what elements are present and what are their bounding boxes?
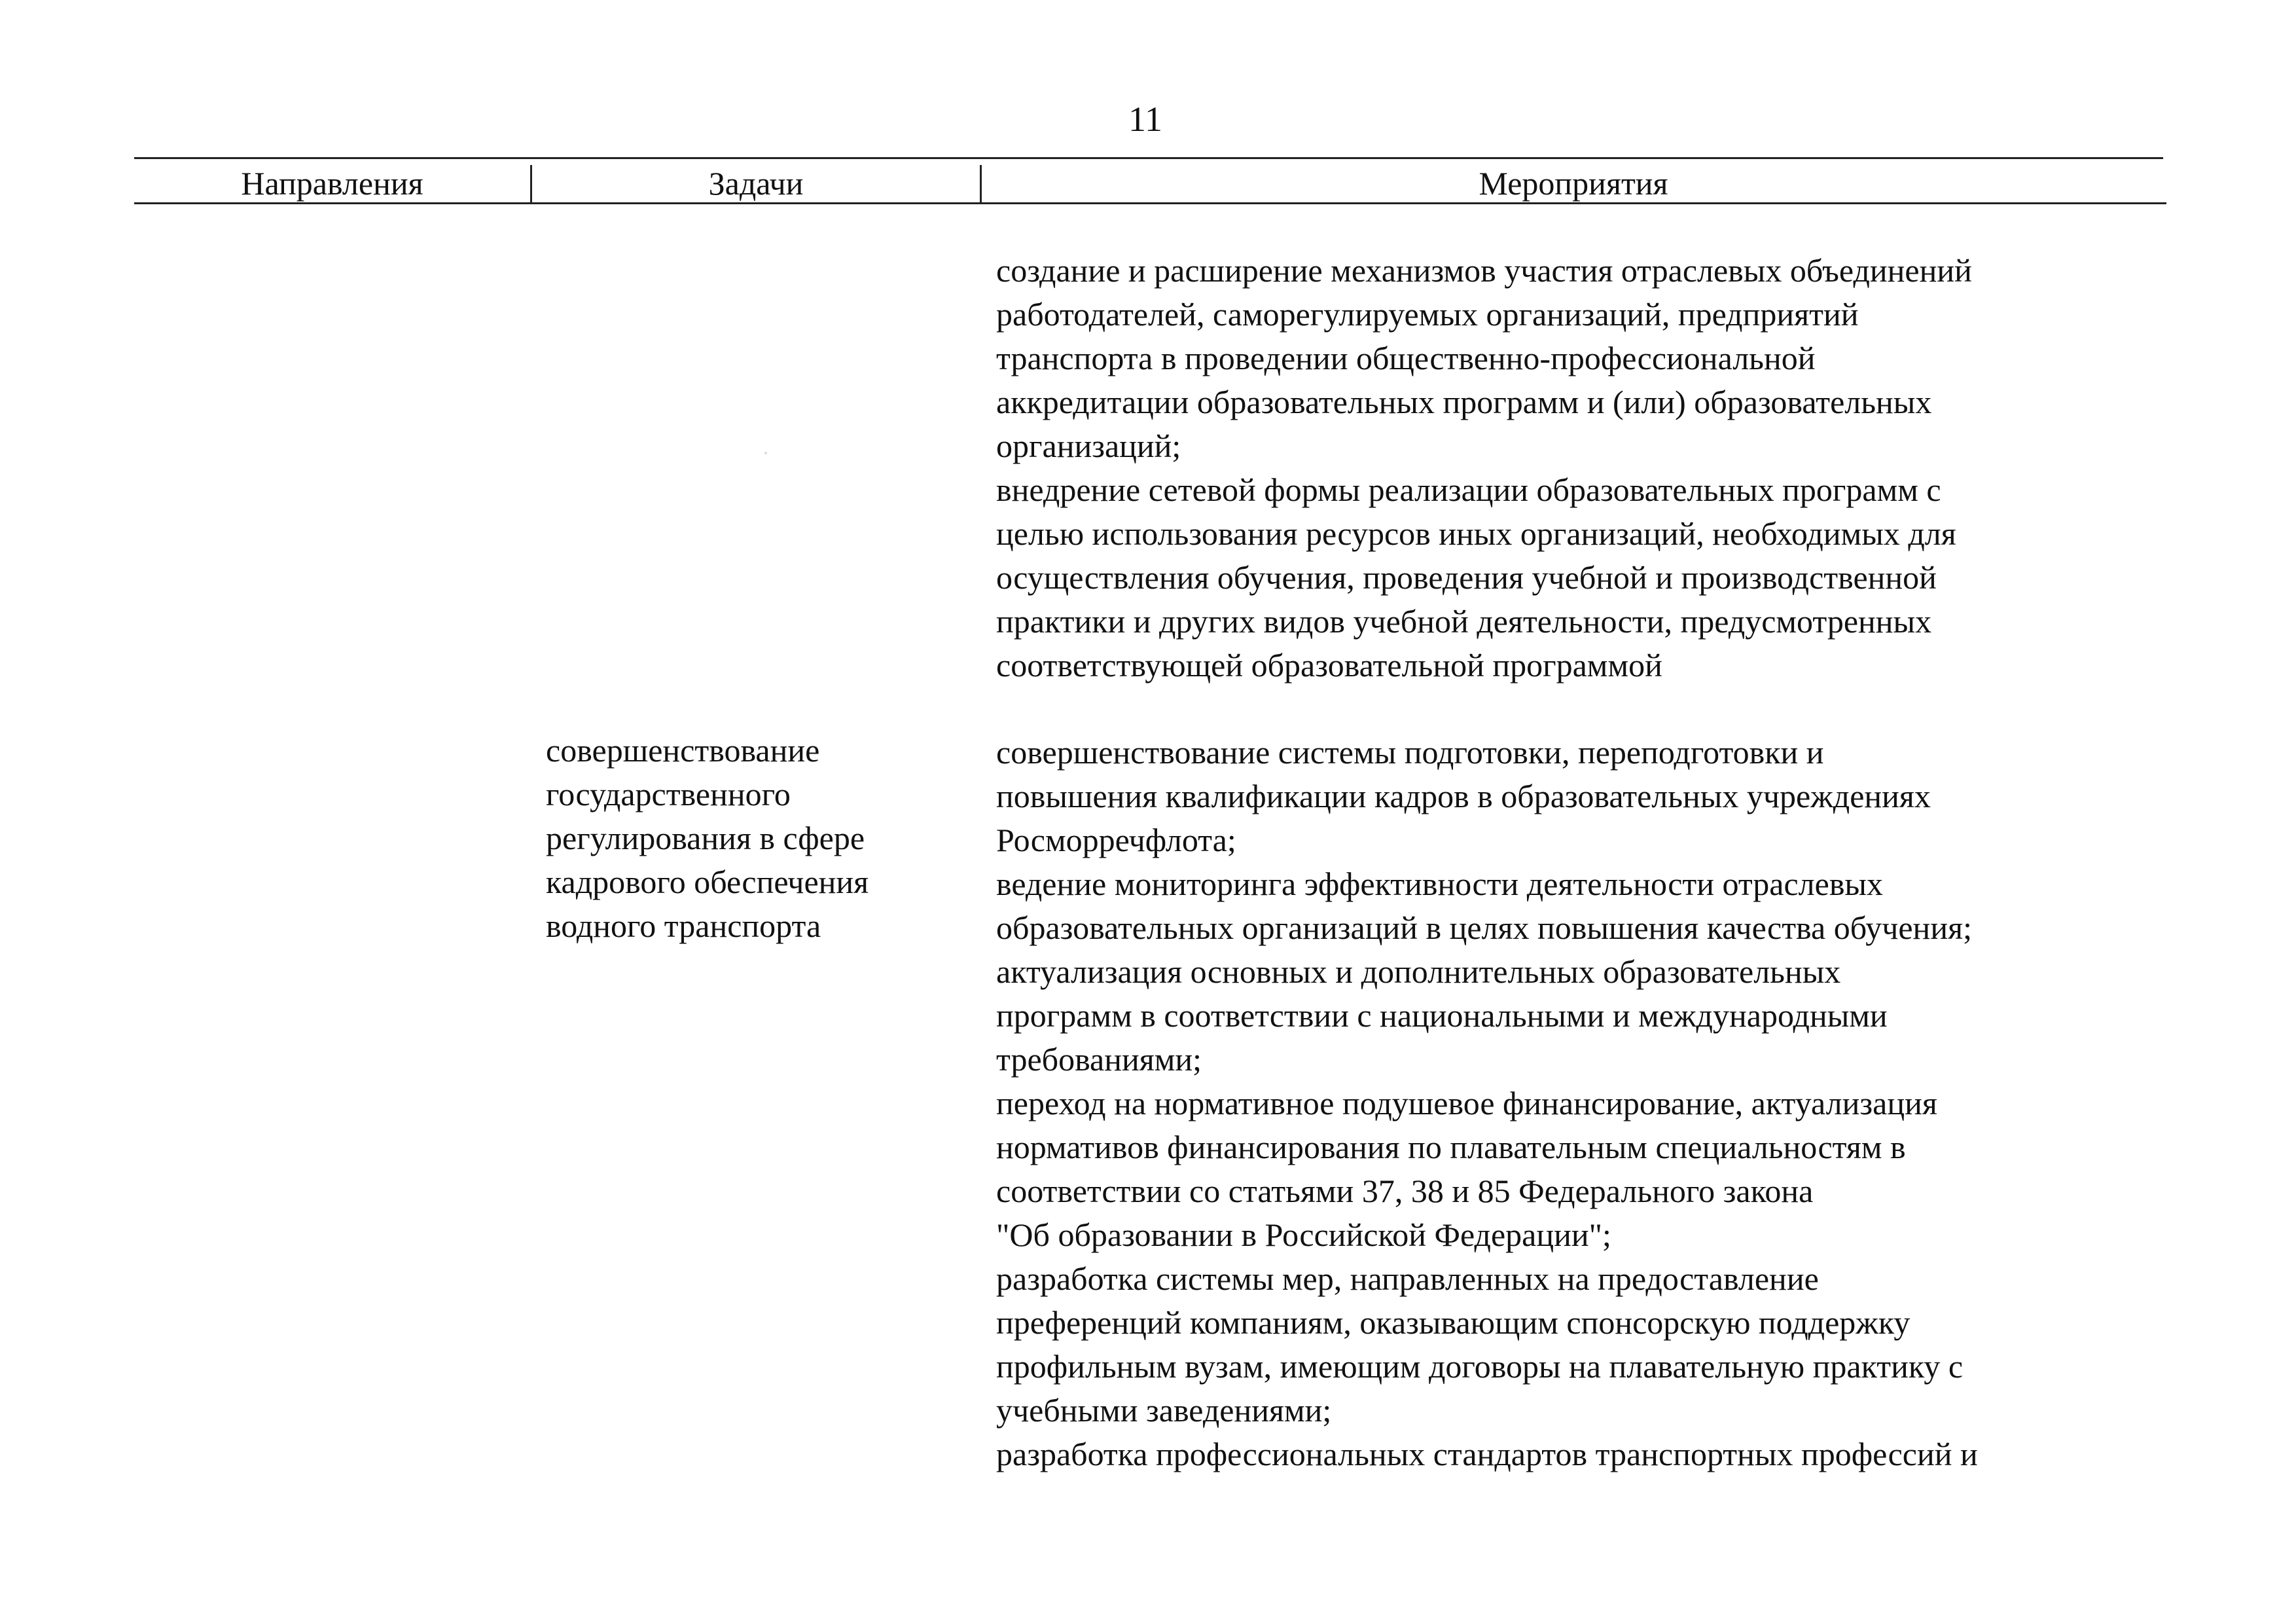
page-number: 11 bbox=[1128, 100, 1162, 139]
scan-speck bbox=[764, 452, 767, 454]
table-header-bottom-rule bbox=[134, 202, 2166, 204]
row-2-task: совершенствование государственного регулирования в сфере кадрового обеспечения водного транспорта bbox=[546, 732, 869, 944]
column-header-tasks: Задачи bbox=[708, 165, 804, 202]
table-header-top-rule bbox=[134, 157, 2163, 159]
column-header-measures: Мероприятия bbox=[1479, 165, 1668, 202]
column-header-directions: Направления bbox=[241, 165, 423, 202]
row-2-measures: совершенствование системы подготовки, переподготовки и повышения квалификации кадров в образовательных учреждениях Росморречфлота; ведение мониторинга эффективности деятельности отраслевых образовательных организаций в целях повышения качества обучения; актуализация основных и дополнительных образовательных программ в соответствии с национальными и международными требованиями; переход на нормативное подушевое финансирование, актуализация нормативов финансирования по плавательным специальностям в соответствии со статьями 37, 38 и 85 Федерального закона "Об образовании в Российской Федерации"; разработка системы мер, направленных на предоставление преференций компаниям, оказывающим спонсорскую поддержку профильным вузам, имеющим договоры на плавательную практику с учебными заведениями; разработка профессиональных стандартов транспортных профессий и bbox=[996, 734, 1978, 1472]
row-1-measures: создание и расширение механизмов участия отраслевых объединений работодателей, саморегулируемых организаций, предприятий транспорта в проведении общественно-профессиональной аккредитации образовательных программ и (или) образовательных организаций; внедрение сетевой формы реализации образовательных программ с целью использования ресурсов иных организаций, необходимых для осуществления обучения, проведения учебной и производственной практики и других видов учебной деятельности, предусмотренных соответствующей образовательной программой bbox=[996, 252, 1972, 684]
